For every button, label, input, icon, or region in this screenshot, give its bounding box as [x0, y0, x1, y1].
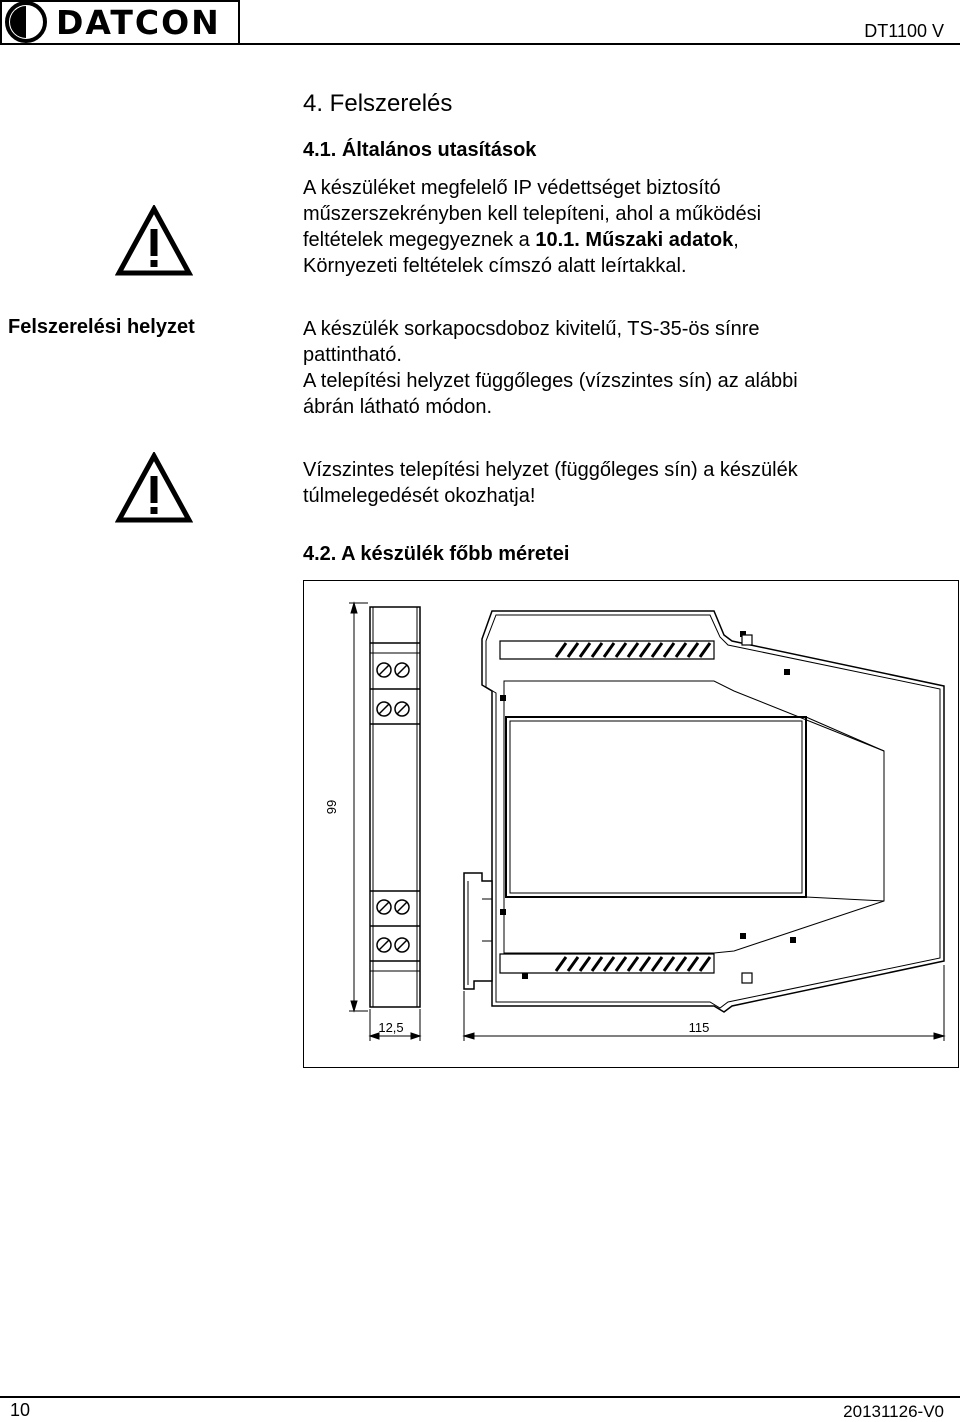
paragraph-line: A telepítési helyzet függőleges (vízszintes sín) az alábbi	[303, 370, 798, 392]
document-id: DT1100 V	[864, 21, 944, 41]
page-number: 10	[10, 1400, 31, 1420]
screw-icon	[377, 702, 391, 716]
mounting-position-label: Felszerelési helyzet	[8, 316, 195, 338]
depth-dimension-label: 115	[688, 1020, 710, 1035]
side-view	[464, 611, 944, 1012]
dimension-drawing-svg	[304, 581, 957, 1066]
paragraph-line: feltételek megegyeznek a 10.1. Műszaki adatok,	[303, 229, 739, 251]
paragraph-line: műszerszekrényben kell telepíteni, ahol a működési	[303, 203, 762, 225]
general-instructions-paragraph	[303, 175, 943, 279]
screw-icon	[377, 663, 391, 677]
paragraph-line: A készülék sorkapocsdoboz kivitelű, TS-35-ös sínre	[303, 318, 760, 340]
subsection-title-dimensions: 4.2. A készülék főbb méretei	[303, 543, 570, 565]
paragraph-line: túlmelegedését okozhatja!	[303, 485, 536, 507]
revision-code: 20131126-V0	[843, 1402, 944, 1421]
footer-rule	[0, 1396, 960, 1398]
terminal-screws	[377, 663, 409, 952]
warning-paragraph	[303, 457, 943, 509]
dimension-drawing	[303, 580, 959, 1068]
mounting-paragraph	[303, 316, 943, 420]
logo-text: DATCON	[56, 3, 221, 42]
height-dimension-label: 99	[324, 799, 339, 815]
paragraph-line: Vízszintes telepítési helyzet (függőleges sín) a készülék	[303, 459, 798, 481]
screw-icon	[395, 938, 409, 952]
warning-icon	[115, 452, 193, 524]
warning-icon	[115, 205, 193, 277]
screw-icon	[395, 702, 409, 716]
screw-icon	[377, 900, 391, 914]
paragraph-line: ábrán látható módon.	[303, 396, 493, 418]
front-width-dimension-label: 12,5	[378, 1020, 404, 1035]
cross-reference: 10.1. Műszaki adatok	[535, 229, 734, 251]
screw-icon	[377, 938, 391, 952]
paragraph-line: Környezeti feltételek címszó alatt leírtakkal.	[303, 255, 687, 277]
header-rule	[240, 43, 960, 45]
screw-icon	[395, 663, 409, 677]
section-title: 4. Felszerelés	[303, 90, 453, 117]
datcon-logo-icon	[4, 0, 50, 46]
subsection-title-general: 4.1. Általános utasítások	[303, 139, 537, 161]
datcon-logo	[0, 0, 240, 45]
screw-icon	[395, 900, 409, 914]
height-dimension	[349, 603, 368, 1011]
paragraph-line: pattintható.	[303, 344, 402, 366]
paragraph-line: A készüléket megfelelő IP védettséget biztosító	[303, 177, 721, 199]
